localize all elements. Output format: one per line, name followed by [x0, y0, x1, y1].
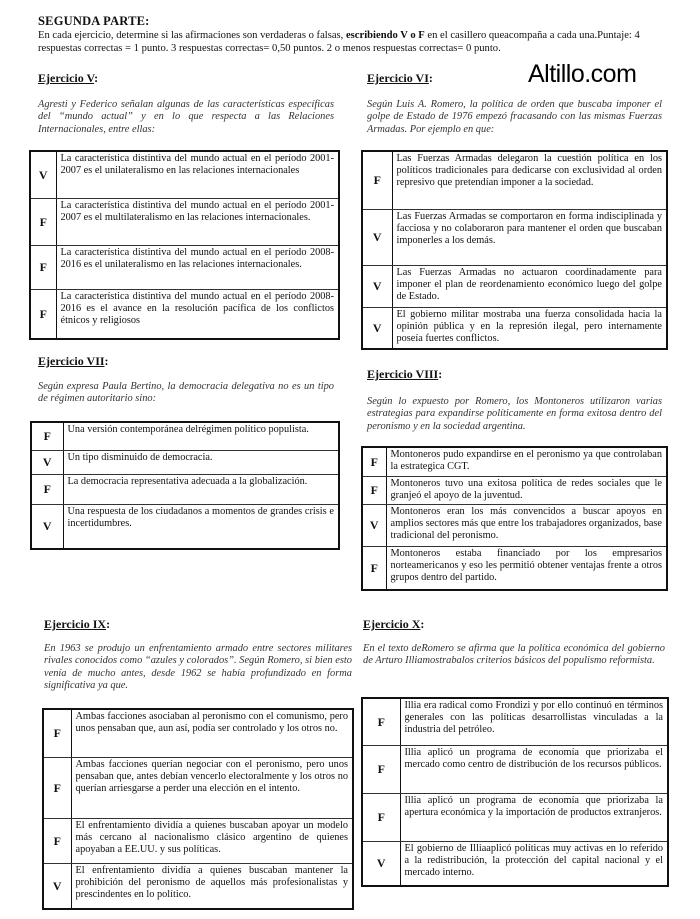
- table-row: [30, 245, 339, 289]
- statement-text: La característica distintiva del mundo actual en el período 2001-2007 es el unilateralismo en las relaciones internacionales: [56, 151, 339, 198]
- statement-text: Las Fuerzas Armadas se comportaron en forma indisciplinada y facciosa y no colaboraron para mantener el orden que buscaban imponerles a los demás.: [392, 209, 667, 265]
- table-row: [362, 209, 667, 265]
- exercise-viii-title: Ejercicio VIII:: [367, 367, 443, 381]
- statement-text: Montoneros estaba financiado por los empresarios norteamericanos y eso les permitió obtener ventajas frente a otros grupos dentro del partido.: [386, 546, 667, 590]
- answer-cell[interactable]: F: [31, 422, 63, 450]
- table-row: [43, 757, 353, 818]
- table-row: [362, 841, 668, 886]
- statement-text: Montoneros pudo expandirse en el peronismo ya que controlaban la estrategica CGT.: [386, 447, 667, 476]
- table-row: [362, 476, 667, 504]
- exercise-v-title: Ejercicio V:: [38, 71, 99, 85]
- statement-text: Un tipo disminuido de democracia.: [63, 450, 339, 474]
- table-row: [362, 307, 667, 349]
- statement-text: Montoneros eran los más convencidos a buscar apoyos en amplios sectores más que entre los trabajadores organizados, base tradicional del peronismo.: [386, 504, 667, 546]
- answer-cell[interactable]: V: [362, 504, 386, 546]
- statement-text: El gobierno militar mostraba una fuerza consolidada hacia la opinión pública y en la represión ilegal, pero internamente poseía fuertes conflictos.: [392, 307, 667, 349]
- answer-cell[interactable]: F: [362, 151, 392, 209]
- answer-cell[interactable]: V: [362, 209, 392, 265]
- watermark-logo: Altillo.com: [528, 60, 637, 88]
- statement-text: El gobierno de Illiaaplicó políticas muy activas en lo referido a la redistribución, la protección del capital nacional y el mercado interno.: [400, 841, 668, 886]
- statement-text: Ambas facciones querían negociar con el peronismo, pero unos pensaban que, antes debían vencerlo electoralmente y los otros no querían arriesgarse a perder una elección en el intento.: [71, 757, 353, 818]
- exercise-viii-title-text: Ejercicio VIII: [367, 367, 439, 381]
- statement-text: El enfrentamiento dividía a quienes buscaban apoyar un modelo más cercano al nacionalismo clásico argentino de quienes apoyaban a EE.UU. y sus políticas.: [71, 818, 353, 863]
- instructions-text: En cada ejercicio, determine si las afirmaciones son verdaderas o falsas,: [38, 30, 346, 41]
- statement-text: La característica distintiva del mundo actual en el período 2001-2007 es el multilateralismo en las relaciones internacionales.: [56, 198, 339, 245]
- exercise-vi-table: [361, 150, 668, 350]
- statement-text: Las Fuerzas Armadas delegaron la cuestión política en los políticos tradicionales para dedicarse con exclusividad al orden represivo que pretendían imponer a la sociedad.: [392, 151, 667, 209]
- exercise-x-intro: En el texto deRomero se afirma que la política económica del gobierno de Arturo Illiamostrabalos criterios básicos del populismo reformista.: [363, 643, 665, 667]
- statement-text: Illia aplicó un programa de economía que priorizaba el mercado como centro de distribución de los recursos públicos.: [400, 745, 668, 793]
- answer-cell[interactable]: V: [30, 151, 56, 198]
- exercise-vi-intro: Según Luis A. Romero, la política de orden que buscaba imponer el golpe de Estado de 1976 empezó fracasando con las mismas Fuerzas Armadas. Por ejemplo en que:: [367, 99, 662, 135]
- statement-text: Una versión contemporánea delrégimen político populista.: [63, 422, 339, 450]
- table-row: [362, 745, 668, 793]
- answer-cell[interactable]: F: [43, 709, 71, 757]
- answer-cell[interactable]: F: [30, 289, 56, 339]
- answer-cell[interactable]: V: [43, 863, 71, 909]
- instructions-emphasis: escribiendo V o F: [345, 30, 425, 41]
- answer-cell[interactable]: V: [31, 450, 63, 474]
- exercise-vii-title: Ejercicio VII:: [38, 354, 109, 368]
- answer-cell[interactable]: F: [362, 745, 400, 793]
- instructions-scoring: en el casillero queacompaña a cada una.Puntaje: 4 respuestas correctas = 1 punto. 3 respuestas correctas= 0,50 puntos. 2 o menos respuestas correctas= 0 punto.: [38, 30, 640, 54]
- table-row: [31, 422, 339, 450]
- table-row: [31, 504, 339, 549]
- table-row: [43, 709, 353, 757]
- statement-text: Illia aplicó un programa de economía que priorizaba la apertura económica y la importación de productos extranjeros.: [400, 793, 668, 841]
- exercise-ix-table: [42, 708, 354, 910]
- answer-cell[interactable]: F: [362, 476, 386, 504]
- answer-cell[interactable]: F: [362, 793, 400, 841]
- table-row: [43, 818, 353, 863]
- statement-text: Una respuesta de los ciudadanos a momentos de grandes crisis e incertidumbres.: [63, 504, 339, 549]
- table-row: [362, 447, 667, 476]
- answer-cell[interactable]: F: [31, 474, 63, 504]
- statement-text: La característica distintiva del mundo actual en el período 2008-2016 es el avance en la resolución pacífica de los conflictos étnicos y religiosos: [56, 289, 339, 339]
- exercise-vii-table: [30, 421, 340, 550]
- table-row: [362, 504, 667, 546]
- exercise-x-title: Ejercicio X:: [363, 617, 425, 631]
- answer-cell[interactable]: V: [362, 841, 400, 886]
- answer-cell[interactable]: V: [362, 307, 392, 349]
- exercise-x-table: [361, 697, 669, 887]
- exercise-vii-intro: Según expresa Paula Bertino, la democracia delegativa no es un tipo de régimen autoritario sino:: [38, 381, 334, 405]
- table-row: [31, 474, 339, 504]
- table-row: [30, 151, 339, 198]
- table-row: [362, 698, 668, 745]
- section-title: SEGUNDA PARTE:: [38, 14, 150, 28]
- answer-cell[interactable]: V: [31, 504, 63, 549]
- table-row: [362, 546, 667, 590]
- exercise-ix-title-text: Ejercicio IX: [44, 617, 107, 631]
- exercise-ix-title: Ejercicio IX:: [44, 617, 111, 631]
- answer-cell[interactable]: F: [30, 245, 56, 289]
- exercise-x-title-text: Ejercicio X: [363, 617, 421, 631]
- table-row: [362, 793, 668, 841]
- answer-cell[interactable]: F: [362, 447, 386, 476]
- table-row: [31, 450, 339, 474]
- instructions: [38, 29, 670, 55]
- answer-cell[interactable]: F: [43, 757, 71, 818]
- table-row: [362, 151, 667, 209]
- answer-cell[interactable]: F: [43, 818, 71, 863]
- exercise-viii-intro: Según lo expuesto por Romero, los Montoneros utilizaron varias estrategias para expandirse políticamente en forma exitosa dentro del peronismo y en la sociedad argentina.: [367, 396, 662, 432]
- statement-text: La característica distintiva del mundo actual en el período 2008-2016 es el unilateralismo en las relaciones internacionales.: [56, 245, 339, 289]
- statement-text: Montoneros tuvo una exitosa política de redes sociales que le granjeó el apoyo de la juventud.: [386, 476, 667, 504]
- statement-text: El enfrentamiento dividía a quienes buscaban mantener la prohibición del peronismo de aquellos más profesionalistas y prescindentes en lo político.: [71, 863, 353, 909]
- statement-text: Las Fuerzas Armadas no actuaron coordinadamente para imponer el plan de reordenamiento económico luego del golpe de Estado.: [392, 265, 667, 307]
- exercise-viii-table: [361, 446, 668, 591]
- exercise-ix-intro: En 1963 se produjo un enfrentamiento armado entre sectores militares rivales conocidos como “azules y colorados”. Según Romero, si bien esto venía de mucho antes, desde 1962 se había profundizado en forma significativa ya que.: [44, 643, 352, 692]
- exercise-v-title-text: Ejercicio V: [38, 71, 95, 85]
- exercise-vii-title-text: Ejercicio VII: [38, 354, 105, 368]
- answer-cell[interactable]: F: [362, 698, 400, 745]
- statement-text: Illia era radical como Frondizi y por ello continuó en términos generales con las políticas desarrollistas vinculadas a la industria del petróleo.: [400, 698, 668, 745]
- exercise-v-table: [29, 150, 340, 340]
- table-row: [30, 289, 339, 339]
- table-row: [43, 863, 353, 909]
- statement-text: La democracia representativa adecuada a la globalización.: [63, 474, 339, 504]
- exercise-v-intro: Agresti y Federico señalan algunas de las características específicas del “mundo actual” y en lo que respecta a las Relaciones Internacionales, entre ellas:: [38, 99, 334, 135]
- answer-cell[interactable]: F: [362, 546, 386, 590]
- table-row: [30, 198, 339, 245]
- exercise-vi-title-text: Ejercicio VI: [367, 71, 429, 85]
- statement-text: Ambas facciones asociaban al peronismo con el comunismo, pero unos pensaban que, aun así, podía ser controlado y los otros no.: [71, 709, 353, 757]
- answer-cell[interactable]: F: [30, 198, 56, 245]
- table-row: [362, 265, 667, 307]
- answer-cell[interactable]: V: [362, 265, 392, 307]
- exercise-vi-title: Ejercicio VI:: [367, 71, 433, 85]
